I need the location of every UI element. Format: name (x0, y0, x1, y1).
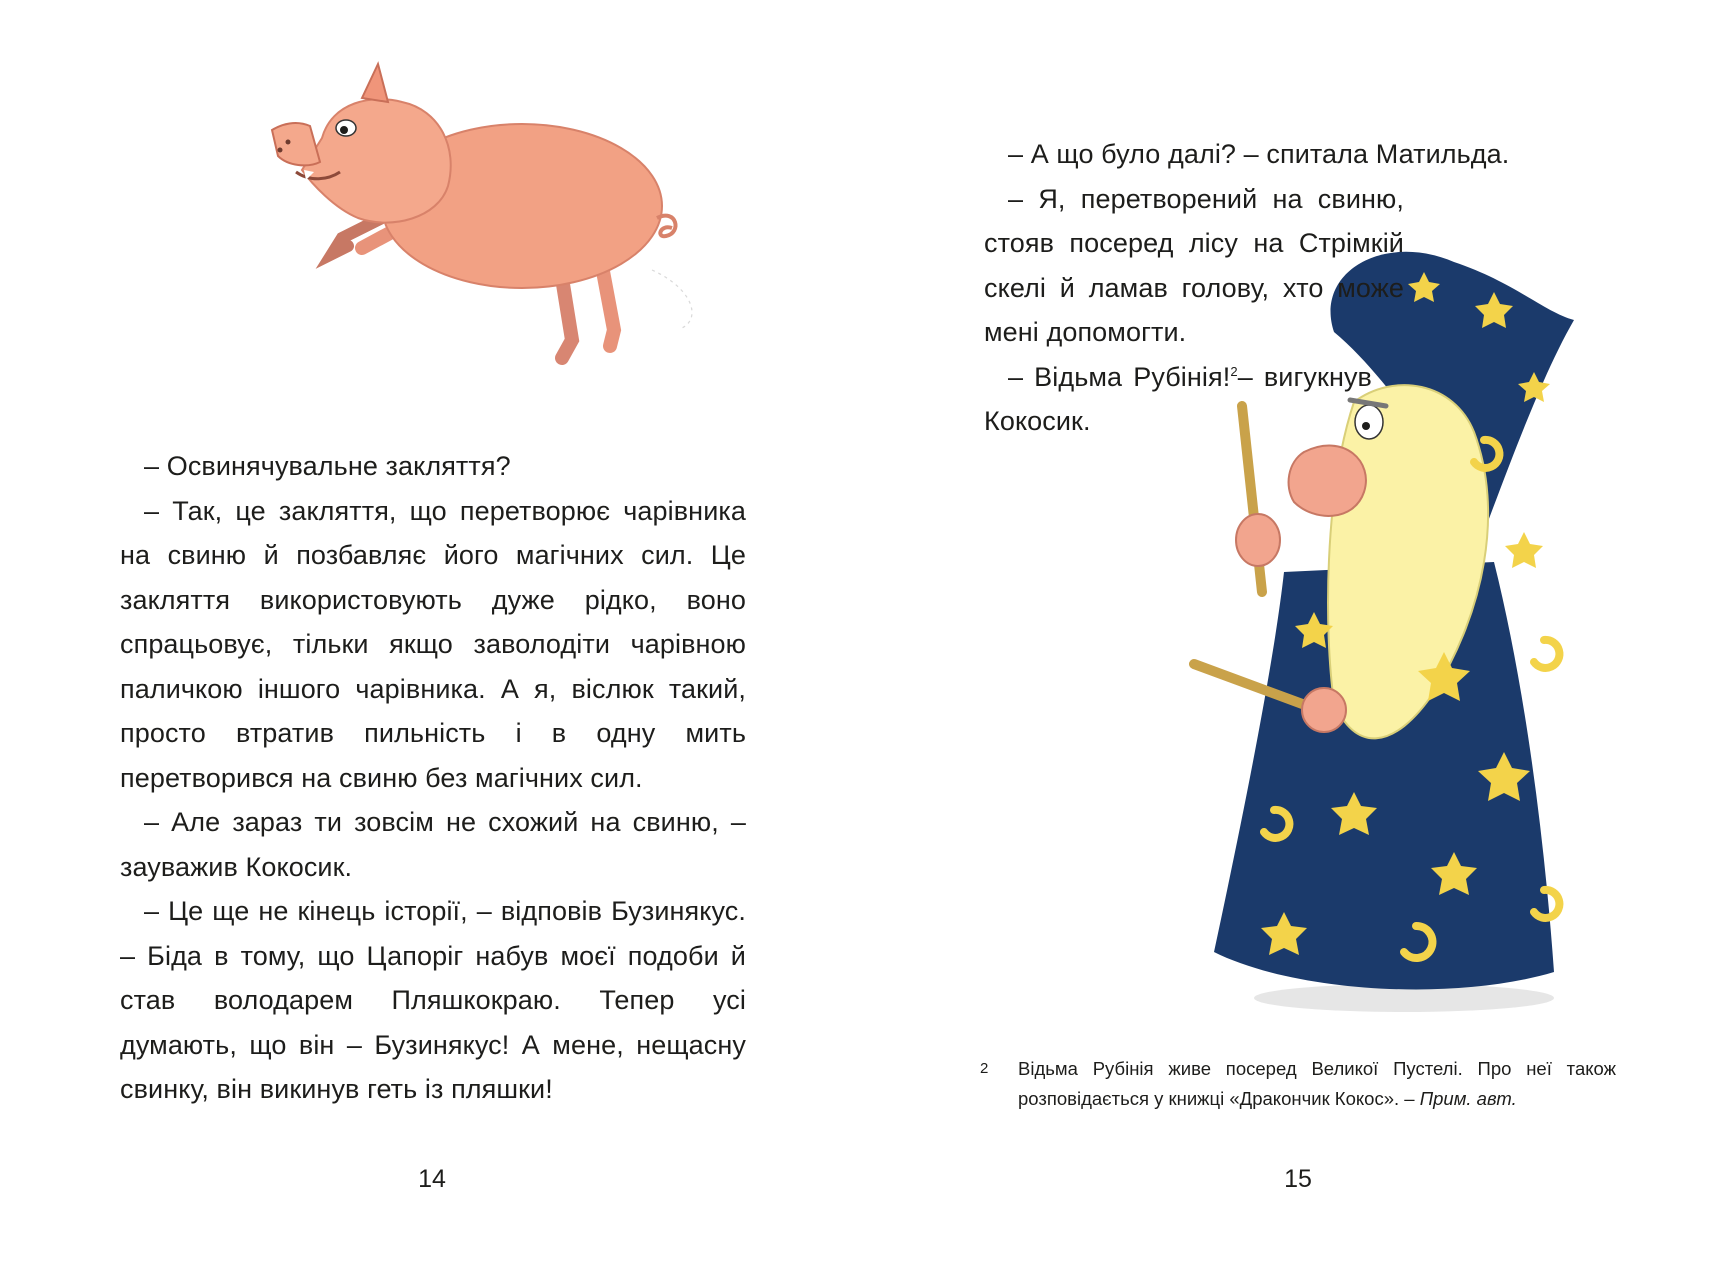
footnote-text: Відьма Рубінія живе посеред Великої Пустелі. Про неї також розповідається у книжці «Дракончик Кокос». – (1018, 1058, 1616, 1109)
paragraph-text: – вигукнув Кокосик. (984, 361, 1372, 436)
page-number: 14 (418, 1165, 446, 1193)
paragraph: – Але зараз ти зовсім не схожий на свиню, – зауважив Кокосик. (120, 807, 746, 882)
right-page (856, 0, 1713, 1270)
page-number: 15 (1284, 1165, 1312, 1193)
pig-illustration (262, 58, 802, 408)
paragraph: – Освинячувальне закляття? (144, 451, 511, 481)
footnote (980, 1054, 1616, 1114)
paragraph: – Я, перетворений на свиню, стояв посеред лісу на Стрімкій скелі й ламав голову, хто може мені допомогти. (984, 183, 1404, 347)
footnote-note: Прим. авт. (1419, 1088, 1517, 1109)
footnote-reference[interactable]: 2 (1230, 363, 1238, 379)
footnote-body (1018, 1054, 1616, 1114)
left-page (0, 0, 856, 1270)
paragraph-text: – Відьма Рубінія! (1008, 361, 1231, 392)
paragraph: – Це ще не кінець історії, – відповів Бузинякус. – Біда в тому, що Цапоріг набув моєї подоби й став володарем Пляшкокраю. Тепер усі думають, що він – Бузинякус! А мене, нещасну свинку, він викинув геть із пляшки! (120, 896, 746, 1104)
right-page-body (984, 132, 1510, 444)
paragraph: – А що було далі? – спитала Матильда. (1008, 139, 1510, 169)
paragraph (984, 355, 1372, 444)
left-page-body (120, 444, 746, 1112)
footnote-mark: 2 (980, 1060, 989, 1077)
paragraph: – Так, це закляття, що перетворює чарівника на свиню й позбавляє його магічних сил. Це закляття використовують дуже рідко, воно спрацьовує, тільки якщо заволодіти чарівною паличкою іншого чарівника. А я, віслюк такий, просто втратив пильність і в одну мить перетворився на свиню без магічних сил. (120, 495, 746, 793)
